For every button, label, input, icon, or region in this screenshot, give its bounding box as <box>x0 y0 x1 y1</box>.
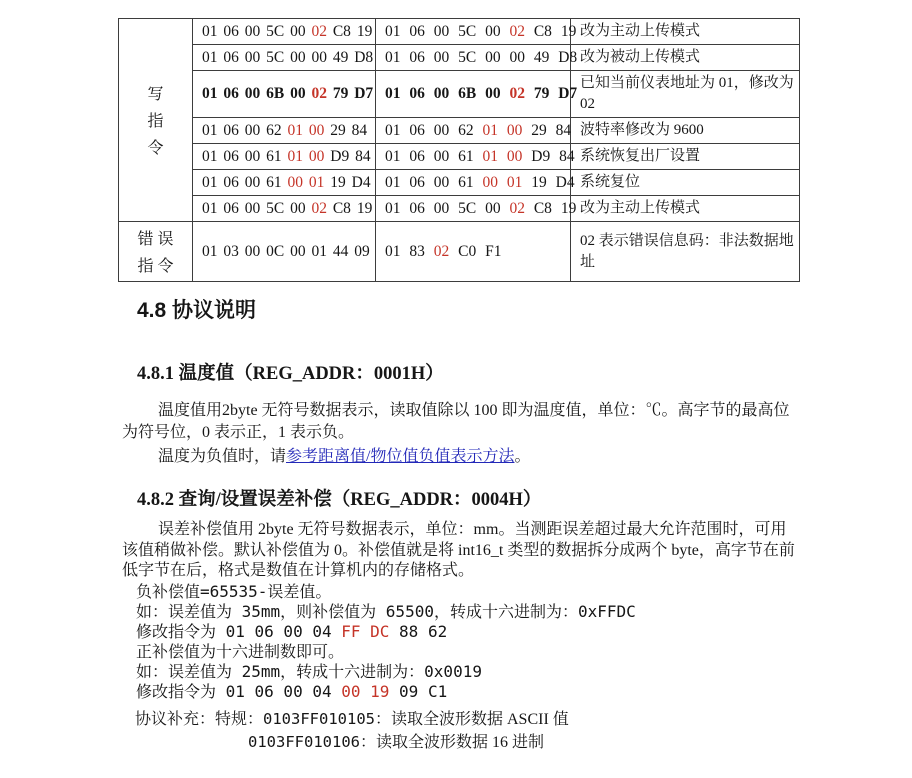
hex-byte: D9 <box>330 147 350 165</box>
text-segment: 修改指令为 01 06 00 04 <box>136 681 342 701</box>
description-cell: 系统复位 <box>571 170 800 196</box>
hex-byte: 01 <box>385 242 401 260</box>
response-cell <box>376 71 578 118</box>
hex-byte: C8 <box>533 199 552 217</box>
hex-byte: 19 <box>531 173 547 191</box>
hex-byte: 00 <box>433 22 450 40</box>
hex-byte: 61 <box>266 173 282 191</box>
hex-byte: 6B <box>458 85 477 102</box>
hex-byte: 5C <box>458 199 477 217</box>
response-cell <box>376 45 578 71</box>
text-segment: 协议补充：特规： <box>135 710 264 728</box>
group-label-line: 指 令 <box>137 258 174 275</box>
table-row <box>119 222 800 282</box>
hex-byte-highlight: 01 <box>482 147 498 165</box>
hex-byte: 5C <box>266 48 285 66</box>
hex-byte: 61 <box>458 173 474 191</box>
text-segment: 正补偿值为十六进制数即可。 <box>136 641 345 661</box>
hex-byte: 0C <box>266 242 285 260</box>
hex-byte: 09 <box>354 242 370 260</box>
hex-byte: 44 <box>332 242 349 260</box>
hex-byte: 00 <box>244 199 261 217</box>
hex-byte-highlight: 00 <box>308 121 325 139</box>
hex-byte: D8 <box>354 48 374 66</box>
hex-byte: D4 <box>555 173 575 191</box>
hex-byte: C8 <box>533 22 552 40</box>
hex-byte-highlight: 02 <box>433 242 450 260</box>
compensation-line <box>136 622 912 642</box>
hex-byte-highlight: 00 <box>482 173 498 191</box>
hex-byte: 00 <box>485 22 501 40</box>
hex-byte: 01 <box>202 242 218 260</box>
hex-byte: 03 <box>223 242 239 260</box>
hex-byte: D7 <box>354 85 374 102</box>
hex-byte: 00 <box>485 48 501 66</box>
description-cell: 改为被动上传模式 <box>571 45 800 71</box>
hex-byte: 19 <box>356 22 373 40</box>
hex-byte-highlight: 02 <box>311 22 327 40</box>
hex-byte: 00 <box>311 48 327 66</box>
compensation-paragraph: 误差补偿值用 2byte 无符号数据表示，单位：mm。当测距误差超过最大允许范围时，可用该值稍做补偿。默认补偿值为 0。补偿值就是将 int16_t 类型的数据拆分成两个 byte，高字节在前低字节在后，格式是数值在计算机内的存储格式。 <box>122 521 795 579</box>
hex-byte: 00 <box>290 242 306 260</box>
description-cell: 改为主动上传模式 <box>571 19 800 45</box>
hex-byte: 00 <box>290 199 306 217</box>
description-cell: 改为主动上传模式 <box>571 196 800 222</box>
compensation-line <box>136 602 912 622</box>
command-cell <box>193 19 376 45</box>
hex-byte: 49 <box>533 48 550 66</box>
hex-byte: 61 <box>458 147 474 165</box>
hex-byte: 19 <box>560 199 577 217</box>
compensation-line <box>136 642 912 662</box>
hex-byte: 79 <box>533 85 550 102</box>
hex-byte: 01 <box>202 22 218 40</box>
hex-highlight: FF DC <box>341 621 390 641</box>
hex-byte: 06 <box>223 48 239 66</box>
group-label-line: 写 <box>147 86 164 103</box>
hex-byte: 84 <box>351 121 368 139</box>
hex-byte: D7 <box>558 85 578 102</box>
hex-byte: 00 <box>485 199 501 217</box>
hex-byte: 5C <box>266 22 285 40</box>
text-segment: 0103FF010106 <box>248 732 360 751</box>
hex-byte: 84 <box>555 121 572 139</box>
hex-byte: 49 <box>332 48 349 66</box>
table-row <box>119 144 800 170</box>
table-row <box>119 170 800 196</box>
hex-byte: 00 <box>244 121 261 139</box>
group-label-line: 令 <box>147 140 164 157</box>
description-cell: 系统恢复出厂设置 <box>571 144 800 170</box>
text-segment: 0103FF010105 <box>263 709 375 728</box>
section-heading-4-8-1: 4.8.1 温度值（REG_ADDR：0001H） <box>137 364 444 384</box>
hex-byte: D9 <box>531 147 551 165</box>
hex-byte: 00 <box>290 48 306 66</box>
response-cell <box>376 170 575 196</box>
hex-byte: 19 <box>330 173 346 191</box>
hex-byte: 5C <box>458 48 477 66</box>
command-cell <box>193 196 376 222</box>
hex-byte: 00 <box>244 85 261 102</box>
group-label-line: 错 误 <box>137 231 174 248</box>
hex-byte: 61 <box>266 147 282 165</box>
hex-byte: 00 <box>433 199 450 217</box>
hex-byte: 01 <box>385 85 401 102</box>
command-cell <box>193 144 376 170</box>
hex-byte: 6B <box>266 85 285 102</box>
hex-byte: 00 <box>244 173 261 191</box>
hex-byte-highlight: 00 <box>506 147 523 165</box>
hex-byte: D4 <box>351 173 371 191</box>
hex-byte-highlight: 01 <box>308 173 325 191</box>
response-cell <box>376 144 575 170</box>
hex-byte: 00 <box>509 48 525 66</box>
hex-byte: 01 <box>202 147 218 165</box>
hex-byte: 06 <box>223 199 239 217</box>
hex-byte-highlight: 02 <box>311 199 327 217</box>
hex-byte: 00 <box>433 147 450 165</box>
hex-byte: 06 <box>409 22 425 40</box>
hex-byte: 62 <box>458 121 474 139</box>
row-group-label-error <box>119 222 193 282</box>
text-segment: 修改指令为 01 06 00 04 <box>136 621 342 641</box>
hex-byte-highlight: 01 <box>287 121 303 139</box>
hex-byte: C8 <box>332 199 351 217</box>
table-row <box>119 196 800 222</box>
table-row <box>119 45 800 71</box>
hex-byte: 06 <box>223 85 239 102</box>
hex-byte-highlight: 00 <box>308 147 325 165</box>
hex-byte: 06 <box>223 147 239 165</box>
compensation-examples <box>136 582 912 702</box>
table-row <box>119 19 800 45</box>
hex-byte: 01 <box>385 173 401 191</box>
hex-byte: 01 <box>311 242 327 260</box>
response-cell <box>376 222 571 282</box>
section-heading-4-8: 4.8 协议说明 <box>137 299 257 322</box>
table-row <box>119 71 800 118</box>
hex-byte: 01 <box>385 147 401 165</box>
text-segment: ：读取全波形数据 16 进制 <box>359 733 544 751</box>
hex-byte: 01 <box>202 48 218 66</box>
hex-byte: 01 <box>202 85 218 102</box>
hex-byte: F1 <box>485 242 502 260</box>
hex-byte: 00 <box>433 85 450 102</box>
hex-byte: 06 <box>223 121 239 139</box>
hex-byte: 01 <box>202 173 218 191</box>
protocol-supplement <box>0 708 912 754</box>
description-cell: 02 表示错误信息码：非法数据地址 <box>571 222 800 282</box>
hex-byte: 00 <box>244 48 261 66</box>
hex-byte-highlight: 02 <box>311 85 327 102</box>
command-cell <box>193 118 376 144</box>
hex-byte: 00 <box>244 242 261 260</box>
hex-byte: 01 <box>385 22 401 40</box>
negative-value-note <box>122 445 798 468</box>
hex-byte: D8 <box>558 48 578 66</box>
hex-byte: 00 <box>244 22 261 40</box>
hex-byte: 06 <box>409 85 425 102</box>
text-segment: 如：误差值为 25mm，转成十六进制为：0x0019 <box>136 661 482 681</box>
response-cell <box>376 19 577 45</box>
text-segment: 如：误差值为 35mm，则补偿值为 65500，转成十六进制为：0xFFDC <box>136 601 636 621</box>
hex-byte: 01 <box>202 199 218 217</box>
hex-byte: 29 <box>531 121 547 139</box>
hex-byte-highlight: 00 <box>506 121 523 139</box>
hex-byte: 06 <box>409 199 425 217</box>
hex-byte: 19 <box>560 22 577 40</box>
text-segment: ：读取全波形数据 ASCII 值 <box>375 710 569 728</box>
hex-byte: 01 <box>385 199 401 217</box>
hex-byte-highlight: 01 <box>287 147 303 165</box>
hex-byte: 01 <box>385 48 401 66</box>
hex-byte-highlight: 02 <box>509 22 525 40</box>
supplement-line-2 <box>248 731 912 754</box>
command-cell <box>193 222 376 282</box>
description-cell: 已知当前仪表地址为 01，修改为 02 <box>571 71 800 118</box>
command-cell <box>193 71 376 118</box>
hex-byte: C0 <box>458 242 477 260</box>
compensation-line <box>136 662 912 682</box>
hex-byte: 5C <box>458 22 477 40</box>
hex-byte: 06 <box>409 173 425 191</box>
text-segment: 09 C1 <box>389 681 448 701</box>
section-heading-4-8-2: 4.8.2 查询/设置误差补偿（REG_ADDR：0004H） <box>137 490 542 510</box>
command-table <box>118 18 800 282</box>
hex-byte: 84 <box>559 147 575 165</box>
hex-byte-highlight: 00 <box>287 173 303 191</box>
hex-byte: C8 <box>332 22 351 40</box>
supplement-line-1 <box>135 708 912 731</box>
hex-byte: 06 <box>409 147 425 165</box>
hex-byte: 00 <box>290 22 306 40</box>
description-cell: 波特率修改为 9600 <box>571 118 800 144</box>
hex-byte: 62 <box>266 121 282 139</box>
text-segment: 温度为负值时，请 <box>158 448 287 465</box>
compensation-line <box>136 682 912 702</box>
hex-byte: 00 <box>485 85 501 102</box>
text-segment: 88 62 <box>389 621 448 641</box>
table-row <box>119 118 800 144</box>
text-segment: 负补偿值=65535-误差值。 <box>136 581 332 601</box>
text-segment: 。 <box>514 448 531 465</box>
hex-byte: 06 <box>409 121 425 139</box>
hex-byte: 01 <box>385 121 401 139</box>
command-cell <box>193 45 376 71</box>
hex-byte: 00 <box>433 173 450 191</box>
command-cell <box>193 170 376 196</box>
hex-byte-highlight: 02 <box>509 85 525 102</box>
hex-byte: 19 <box>356 199 373 217</box>
hex-byte: 06 <box>409 48 425 66</box>
group-label-line: 指 <box>147 113 164 130</box>
hex-byte-highlight: 01 <box>506 173 523 191</box>
hex-byte-highlight: 02 <box>509 199 525 217</box>
hex-byte: 00 <box>290 85 306 102</box>
hex-byte: 01 <box>202 121 218 139</box>
response-cell <box>376 118 571 144</box>
hex-byte: 79 <box>332 85 349 102</box>
hex-byte: 29 <box>330 121 346 139</box>
hex-byte: 83 <box>409 242 425 260</box>
compensation-line <box>136 582 912 602</box>
hex-byte: 06 <box>223 173 239 191</box>
hex-byte: 06 <box>223 22 239 40</box>
hex-byte: 00 <box>244 147 261 165</box>
temperature-paragraph: 温度值用2byte 无符号数据表示，读取值除以 100 即为温度值，单位：℃。高字节的最高位为符号位，0 表示正，1 表示负。 <box>122 402 790 441</box>
hex-byte: 00 <box>433 48 450 66</box>
hex-byte: 5C <box>266 199 285 217</box>
response-cell <box>376 196 577 222</box>
row-group-label-write <box>119 19 193 222</box>
negative-value-format-link[interactable]: 参考距离值/物位值负值表示方法 <box>286 448 515 465</box>
hex-byte: 00 <box>433 121 450 139</box>
hex-highlight: 00 19 <box>341 681 390 701</box>
hex-byte-highlight: 01 <box>482 121 498 139</box>
hex-byte: 84 <box>355 147 371 165</box>
